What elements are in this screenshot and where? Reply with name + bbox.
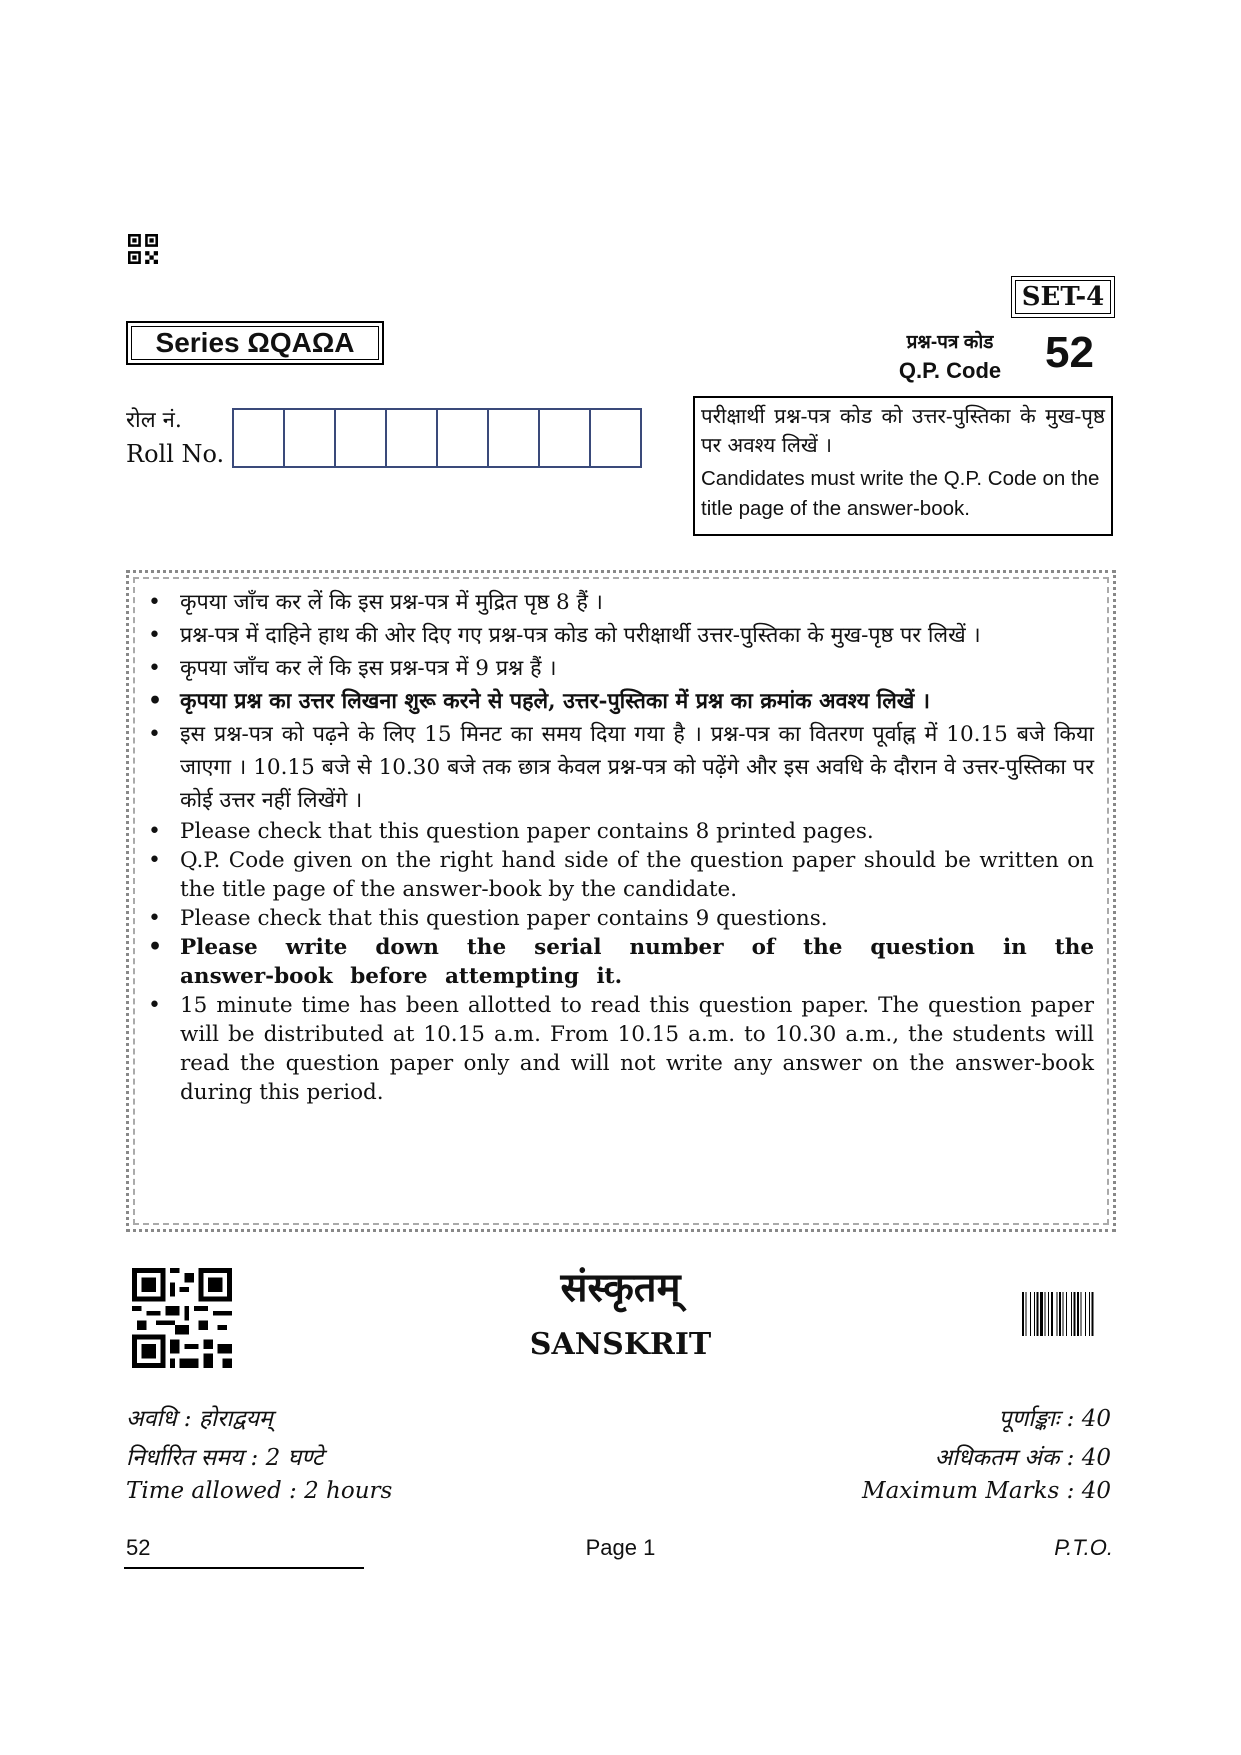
roll-label-hindi: रोल नं. <box>126 408 182 433</box>
instructions-list <box>148 586 1094 1107</box>
instruction-item: • कृपया जाँच कर लें कि इस प्रश्न-पत्र में 9 प्रश्न हैं । <box>148 652 1094 685</box>
qp-code-label-english: Q.P. Code <box>898 358 1002 383</box>
footer-rule <box>124 1567 364 1569</box>
roll-number-box <box>438 410 489 466</box>
qp-code-label-hindi: प्रश्न-पत्र कोड <box>906 332 994 353</box>
instruction-item: • इस प्रश्न-पत्र को पढ़ने के लिए 15 मिनट का समय दिया गया है । प्रश्न-पत्र का वितरण पूर्वाह्न में 10.15 बजे किया जाएगा । 10.15 बजे से 10.30 बजे तक छात्र केवल प्रश्न-पत्र को पढ़ेंगे और इस अवधि के दौरान वे उत्तर-पुस्तिका पर कोई उत्तर नहीं लिखेंगे । <box>148 718 1094 817</box>
roll-number-box <box>540 410 591 466</box>
full-marks-sanskrit: पूर्णाङ्काः : 40 <box>998 1406 1111 1432</box>
note-english: Candidates must write the Q.P. Code on the title page of the answer-book. <box>701 467 1100 520</box>
time-allowed-hindi: निर्धारित समय : 2 घण्टे <box>126 1445 324 1471</box>
instruction-item: • Please write down the serial number of the question in the answer-book before attempting it. <box>148 933 1094 991</box>
qp-code-value: 52 <box>1045 328 1094 377</box>
instruction-item: • प्रश्न-पत्र में दाहिने हाथ की ओर दिए गए प्रश्न-पत्र कोड को परीक्षार्थी उत्तर-पुस्तिका के मुख-पृष्ठ पर लिखें । <box>148 619 1094 652</box>
instruction-item: • 15 minute time has been allotted to read this question paper. The question paper will be distributed at 10.15 a.m. From 10.15 a.m. to 10.30 a.m., the students will read the question paper only and will not write any answer on the answer-book during this period. <box>148 991 1094 1107</box>
time-allowed-english: Time allowed : 2 hours <box>126 1478 393 1504</box>
footer-code: 52 <box>126 1535 151 1560</box>
instruction-item: • कृपया जाँच कर लें कि इस प्रश्न-पत्र में मुद्रित पृष्ठ 8 हैं । <box>148 586 1094 619</box>
roll-number-box <box>591 410 640 466</box>
instruction-item: • Q.P. Code given on the right hand side of the question paper should be written on the title page of the answer-book by the candidate. <box>148 846 1094 904</box>
max-marks-english: Maximum Marks : 40 <box>862 1478 1111 1504</box>
roll-number-box <box>387 410 438 466</box>
instruction-item: • Please check that this question paper contains 8 printed pages. <box>148 817 1094 846</box>
footer-pto: P.T.O. <box>1054 1535 1113 1560</box>
note-hindi: परीक्षार्थी प्रश्न-पत्र कोड को उत्तर-पुस्तिका के मुख-पृष्ठ पर अवश्य लिखें । <box>701 404 1105 457</box>
roll-number-box <box>489 410 540 466</box>
instruction-item: • Please check that this question paper contains 9 questions. <box>148 904 1094 933</box>
small-qr-code-icon <box>128 234 158 264</box>
duration-hindi: अवधि : होराद्वयम् <box>126 1406 273 1432</box>
instruction-item: • कृपया प्रश्न का उत्तर लिखना शुरू करने से पहले, उत्तर-पुस्तिका में प्रश्न का क्रमांक अवश्य लिखें । <box>148 685 1094 718</box>
roll-number-boxes <box>232 408 642 468</box>
series-label: Series ΩQAΩA <box>126 321 384 365</box>
set-label: SET-4 <box>1011 276 1115 318</box>
subject-title-hindi: संस्कृतम् <box>560 1264 681 1311</box>
subject-title-english: SANSKRIT <box>529 1327 712 1362</box>
roll-number-box <box>234 410 285 466</box>
roll-number-box <box>336 410 387 466</box>
footer-page-number: Page 1 <box>585 1535 656 1560</box>
barcode-icon <box>1022 1292 1112 1336</box>
max-marks-hindi: अधिकतम अंक : 40 <box>934 1445 1111 1471</box>
roll-number-box <box>285 410 336 466</box>
qp-code-note-box <box>693 396 1113 536</box>
roll-label-english: Roll No. <box>126 440 225 468</box>
